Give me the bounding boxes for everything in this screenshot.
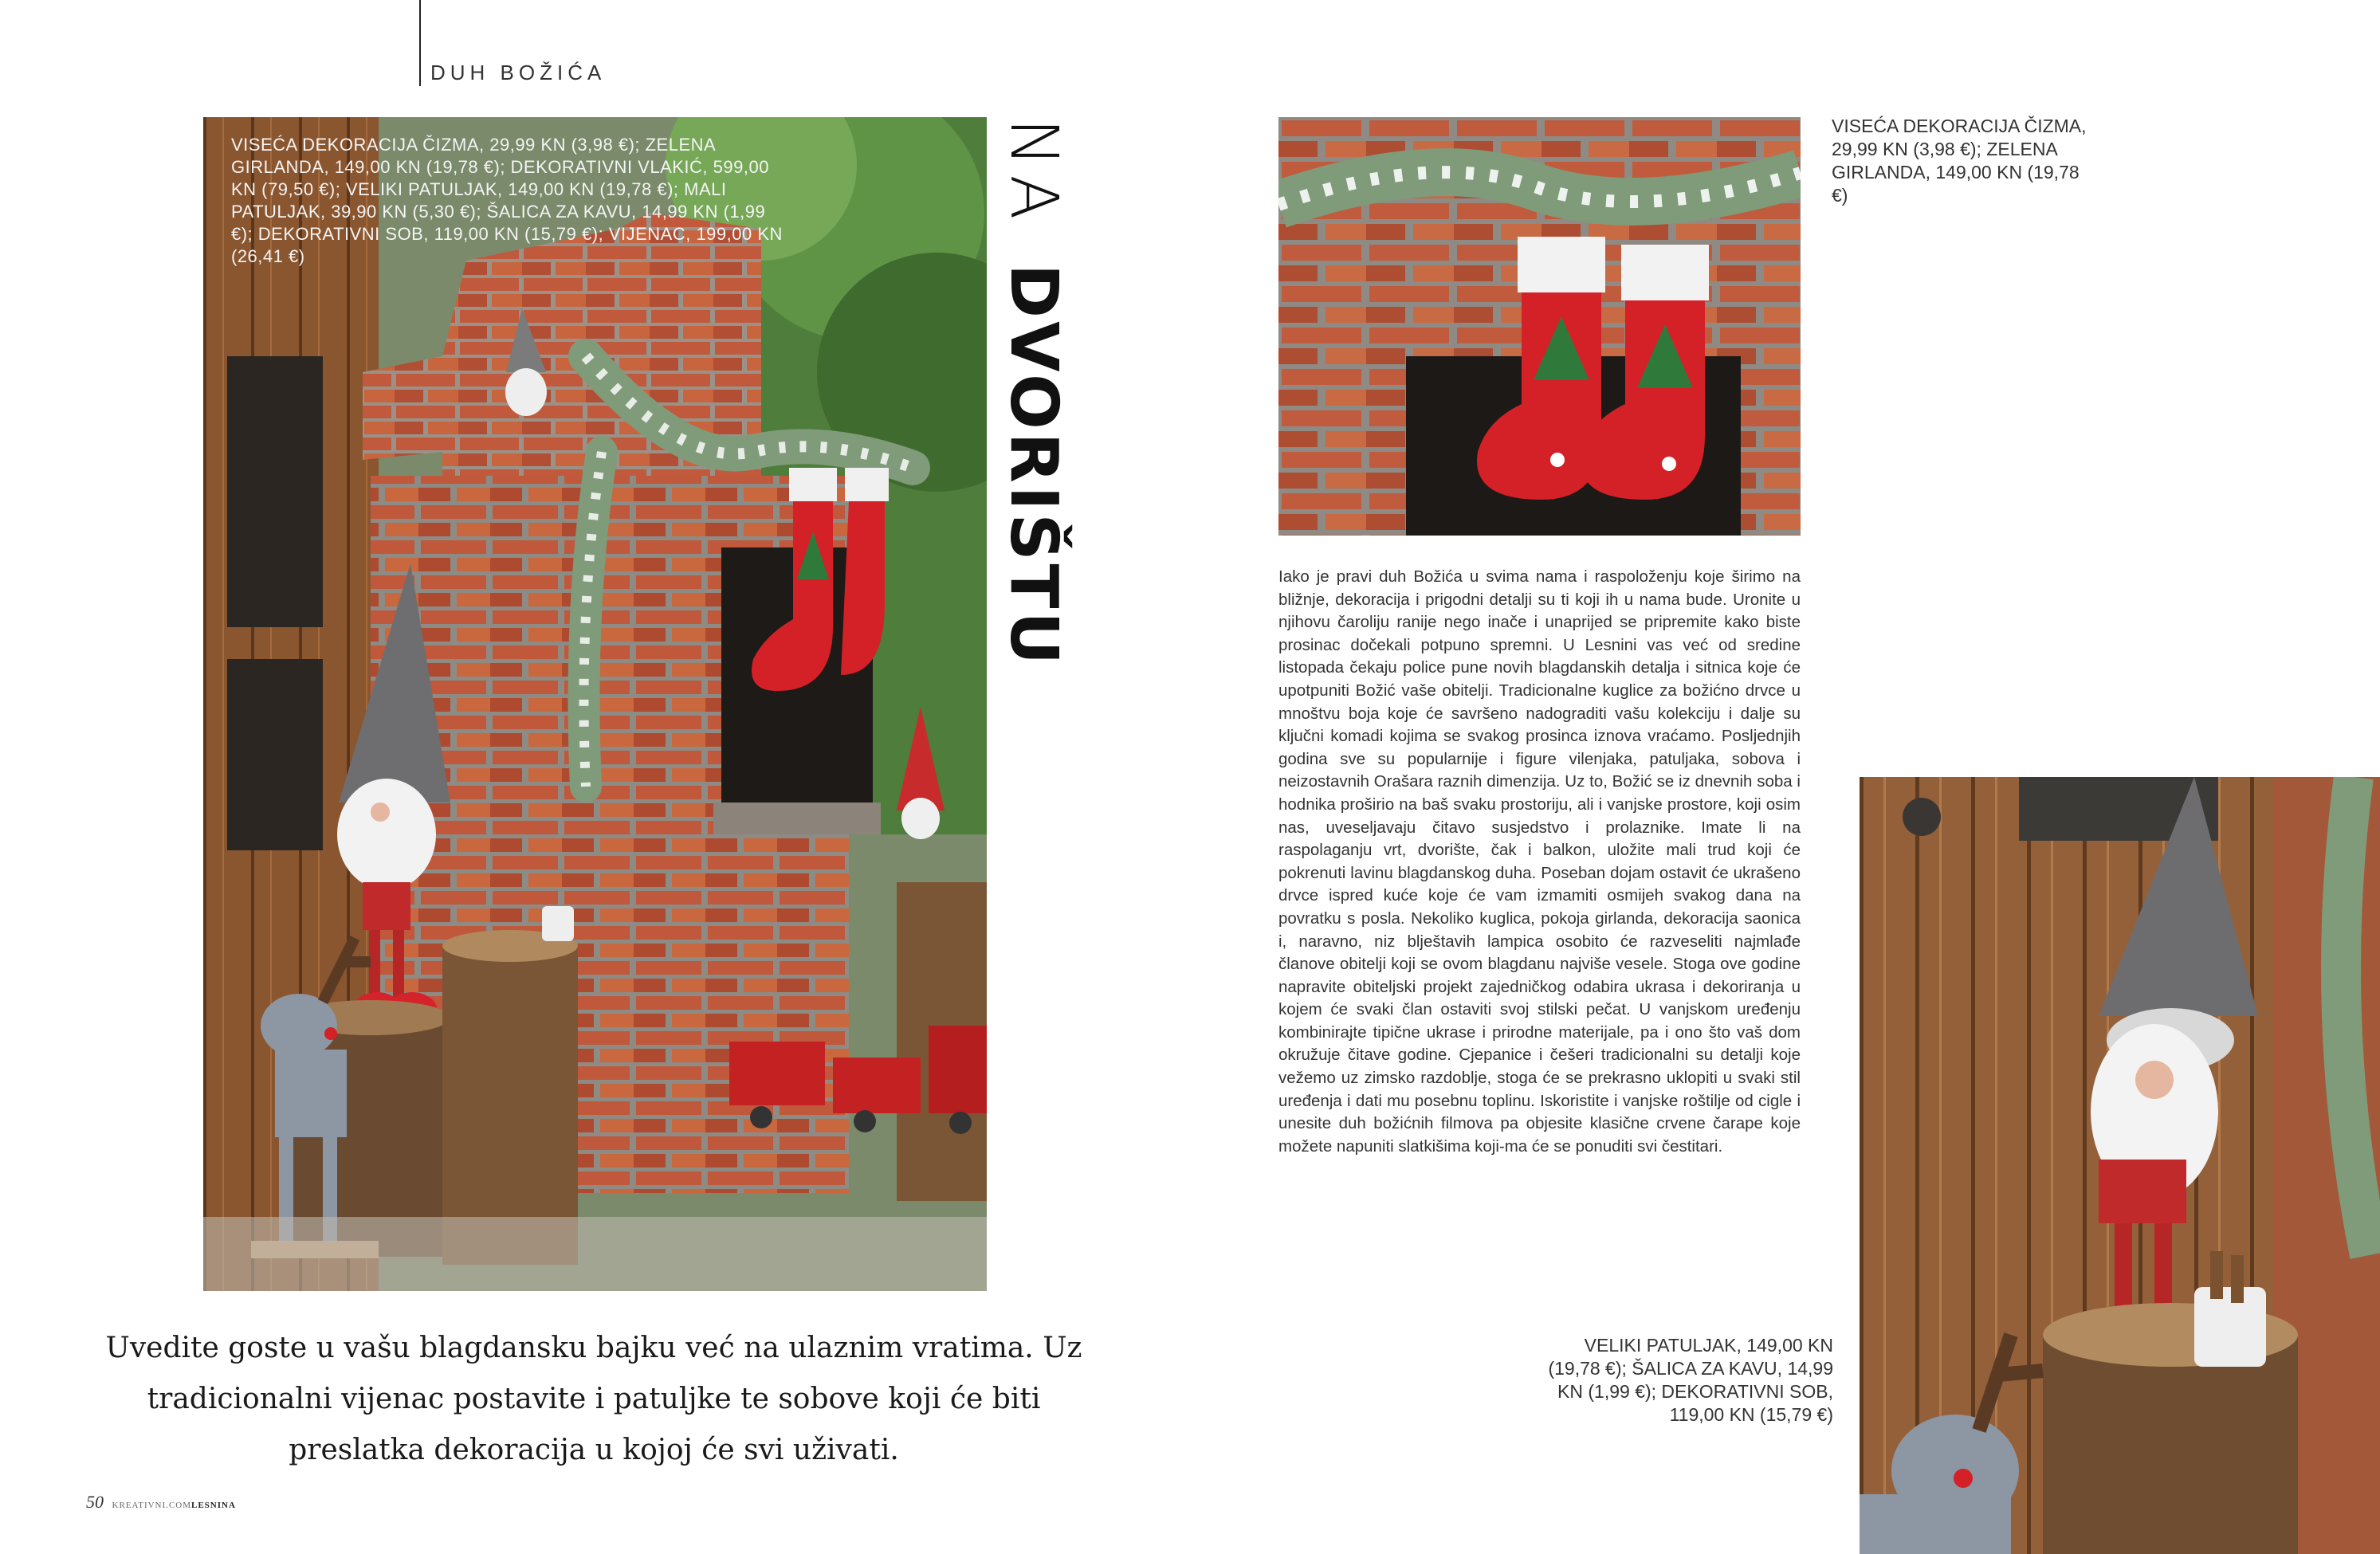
fireplace-photo (203, 117, 987, 1291)
page-footer (86, 1492, 236, 1513)
article-body: Iako je pravi duh Božića u svima nama i raspoloženju koje širimo na bližnje, dekoracija i prigodni detalji su ti koji ih u nama bude. Uronite u njihovu čaroliju ranije nego inače i unaprijed se pripremite kako biste prosinac dočekali potpuno spremni. U Lesnini vas već od sredine listopada čekaju police pune novih blagdanskih detalja i sitnica koje će upotpuniti Božić vaše obitelji. Tradicionalne kuglice za božićno drvce u mnoštvu boja koje će savršeno nadograditi vašu kolekciju i dalje su ključni komadi kojima se svakog prosinca iznova vraćamo. Posljednjih godina sve su popularnije i figure vilenjaka, patuljaka, sobova i neizostavnih Orašara raznih dimenzija. Uz to, Božić se iz dnevnih soba i hodnika proširio na baš svaku prostoriju, ali i vanjske prostore, koji osim nas, uveseljavaju čitavo susjedstvo i prolaznike. Imate li na raspolaganju vrt, dvorište, čak i balkon, uložite mali trud koji će pokrenuti lavinu blagdanskog duha. Poseban dojam ostavit će ukrašeno drvce ispred kuće koje će vam izmamiti osmijeh svakog dana na povratku s posla. Nekoliko kuglica, pokoja girlanda, dekoracija saonica i, naravno, niz blještavih lampica osobito će razveseliti najmlađe članove obitelji koji se ovom blagdanu najviše vesele. Stoga ove godine napravite obiteljski projekt zajedničkog odabira ukrasa i dekoriranja u kojem će svaki član ostaviti svoj stilski pečat. U vanjskom uređenju kombinirajte tipične ukrase i prirodne materijale, pa i ono što vaš dom okružuje čitave godine. Cjepanice i češeri tradicionalni su detalji koje vežemo uz zimsko razdoblje, stoga će se prekrasno uklopiti u svaki stil uređenja i dati mu posebnu toplinu. Iskoristite i vanjske roštilje od cigle i unesite duh božićnih filmova pa objesite klasične crvene čarape koje možete napuniti slatkišima koji-ma će se ponuditi svi čestitari. (1278, 567, 1801, 1156)
photo-caption-overlay: VISEĆA DEKORACIJA ČIZMA, 29,99 KN (3,98 €); ZELENA GIRLANDA, 149,00 KN (19,78 €); DEKORATIVNI VLAKIĆ, 599,00 KN (79,50 €); VELIKI PATULJAK, 149,00 KN (19,78 €); MALI PATULJAK, 39,90 KN (5,30 €); ŠALICA ZA KAVU, 14,99 KN (1,99 €); DEKORATIVNI SOB, 119,00 KN (15,79 €); VIJENAC, 199,00 KN (26,41 €) (231, 135, 783, 266)
gnome-reindeer-photo (1860, 777, 2380, 1554)
page-number: 50 (86, 1492, 104, 1512)
page-title (996, 118, 1071, 668)
footer-site: KREATIVNI.COMLESNINA (112, 1501, 236, 1510)
title-line-1: NA (996, 118, 1071, 228)
header-rule (419, 0, 421, 86)
lead-paragraph: Uvedite goste u vašu blagdansku bajku već na ulaznim vratima. Uz tradicionalni vijenac postavite i patuljke te sobove koji će biti preslatka dekoracija u kojoj će svi uživati. (105, 1332, 1082, 1466)
section-label: DUH BOŽIĆA (430, 61, 607, 84)
gnome-caption: VELIKI PATULJAK, 149,00 KN (19,78 €); ŠALICA ZA KAVU, 14,99 KN (1,99 €); DEKORATIVNI SOB, 119,00 KN (15,79 €) (1548, 1335, 1833, 1425)
stockings-photo (1278, 117, 1801, 536)
footer-brand: LESNINA (190, 1501, 236, 1510)
stockings-caption: VISEĆA DEKORACIJA ČIZMA, 29,99 KN (3,98 €); ZELENA GIRLANDA, 149,00 KN (19,78 €) (1832, 116, 2087, 206)
title-line-2: DVORIŠTU (996, 263, 1071, 668)
